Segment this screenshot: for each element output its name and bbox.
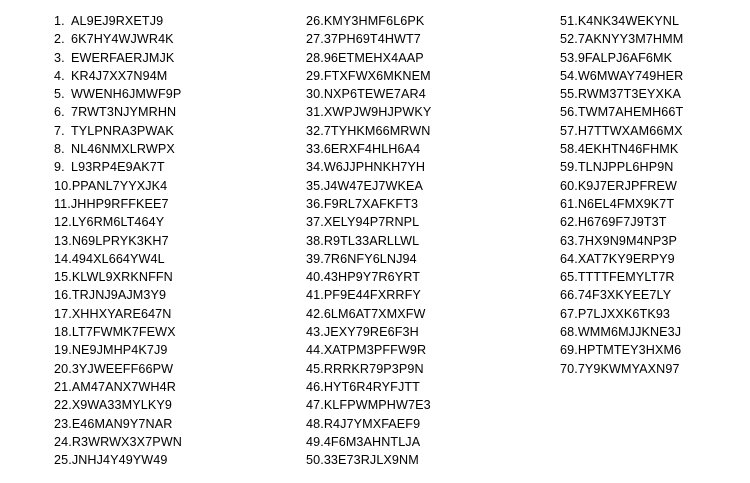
code-list-item <box>560 232 683 250</box>
item-number: 46. <box>306 379 324 394</box>
code-list-item <box>560 85 683 103</box>
item-number: 41. <box>306 288 324 303</box>
item-number: 32. <box>306 123 324 138</box>
item-code: W6JJPHNKH7YH <box>323 160 426 175</box>
item-number: 24. <box>54 434 72 449</box>
item-number: 64. <box>560 251 578 266</box>
item-number: 53. <box>560 50 578 65</box>
code-list-item <box>560 268 683 286</box>
item-number: 3. <box>54 50 65 65</box>
item-number: 65. <box>560 270 578 285</box>
item-number: 42. <box>306 306 324 321</box>
item-code: KMY3HMF6L6PK <box>323 14 425 28</box>
item-number: 62. <box>560 215 578 230</box>
code-list-item <box>54 305 182 323</box>
code-list-item <box>560 140 683 158</box>
code-list-item <box>54 122 182 140</box>
item-code: JEXY79RE6F3H <box>323 325 419 340</box>
item-code: R3WRWX3X7PWN <box>71 434 182 449</box>
code-list-item <box>306 323 431 341</box>
item-number: 5. <box>54 87 65 102</box>
code-list-item <box>306 122 431 140</box>
item-number: 45. <box>306 361 324 376</box>
code-list-item <box>306 268 431 286</box>
code-list-item <box>54 177 182 195</box>
item-number: 35. <box>306 178 324 193</box>
item-code: 7Y9KWMYAXN97 <box>577 361 680 376</box>
item-number: 38. <box>306 233 324 248</box>
code-list-item <box>54 250 182 268</box>
item-code: NXP6TEWE7AR4 <box>323 87 426 102</box>
item-code: 7TYHKM66MRWN <box>323 123 431 138</box>
item-code: FTXFWX6MKNEM <box>323 68 431 83</box>
item-number: 25. <box>54 453 72 468</box>
item-code: 7AKNYY3M7HMM <box>577 32 684 47</box>
item-code: 6K7HY4WJWR4K <box>71 32 174 47</box>
item-code: 6LM6AT7XMXFW <box>323 306 426 321</box>
code-list-item <box>54 30 182 48</box>
code-list-item <box>560 158 683 176</box>
item-code: TWM7AHEMH66T <box>577 105 684 120</box>
item-number: 43. <box>306 325 324 340</box>
item-code: KLFPWMPHW7E3 <box>323 398 431 413</box>
code-list-item <box>560 122 683 140</box>
code-list-item <box>306 30 431 48</box>
item-number: 61. <box>560 196 578 211</box>
item-number: 6. <box>54 105 65 120</box>
item-number: 36. <box>306 196 324 211</box>
item-code: AM47ANX7WH4R <box>71 379 176 394</box>
code-list-item <box>54 378 182 396</box>
item-code: F9RL7XAFKFT3 <box>323 196 419 211</box>
item-code: L93RP4E9AK7T <box>71 160 165 175</box>
code-list-item <box>54 213 182 231</box>
item-number: 17. <box>54 306 72 321</box>
code-list-item <box>560 250 683 268</box>
code-list-item <box>54 360 182 378</box>
item-number: 14. <box>54 251 72 266</box>
item-number: 21. <box>54 379 72 394</box>
item-number: 51. <box>560 14 578 28</box>
item-code: TRJNJ9AJM3Y9 <box>71 288 167 303</box>
code-list-item <box>54 415 182 433</box>
code-list-item <box>54 323 182 341</box>
code-list-item <box>306 85 431 103</box>
code-list-item <box>54 268 182 286</box>
code-list-item <box>306 195 431 213</box>
code-list-item <box>54 286 182 304</box>
item-code: 33E73RJLX9NM <box>323 453 419 468</box>
code-list-item <box>306 415 431 433</box>
code-list-item <box>306 103 431 121</box>
item-number: 16. <box>54 288 72 303</box>
item-number: 18. <box>54 325 72 340</box>
item-number: 27. <box>306 32 324 47</box>
item-number: 58. <box>560 142 578 157</box>
code-list-item <box>560 103 683 121</box>
item-code: R9TL33ARLLWL <box>323 233 420 248</box>
item-code: XWPJW9HJPWKY <box>323 105 432 120</box>
item-code: K9J7ERJPFREW <box>577 178 677 193</box>
code-list-item <box>306 341 431 359</box>
item-code: E46MAN9Y7NAR <box>71 416 173 431</box>
code-list-item <box>306 396 431 414</box>
code-list-item <box>306 67 431 85</box>
code-list-item <box>560 286 683 304</box>
code-list-item <box>54 49 182 67</box>
code-list-item <box>54 195 182 213</box>
item-code: TTTTFEMYLT7R <box>577 270 675 285</box>
code-list-item <box>54 140 182 158</box>
item-number: 48. <box>306 416 324 431</box>
item-code: 4EKHTN46FHMK <box>577 142 679 157</box>
item-code: K4NK34WEKYNL <box>577 14 680 28</box>
code-list-item <box>560 49 683 67</box>
code-list-item <box>306 286 431 304</box>
code-list-item <box>54 232 182 250</box>
item-number: 40. <box>306 270 324 285</box>
item-number: 47. <box>306 398 324 413</box>
item-number: 20. <box>54 361 72 376</box>
code-list-item <box>54 158 182 176</box>
item-code: X9WA33MYLKY9 <box>71 398 172 413</box>
code-list-item <box>560 305 683 323</box>
code-list-item <box>560 360 683 378</box>
code-list-item <box>54 451 182 469</box>
item-code: XELY94P7RNPL <box>323 215 420 230</box>
code-list-item <box>306 433 431 451</box>
code-column-2 <box>306 12 431 469</box>
item-code: 74F3XKYEE7LY <box>577 288 672 303</box>
item-number: 59. <box>560 160 578 175</box>
code-list-item <box>560 341 683 359</box>
code-list-item <box>306 232 431 250</box>
code-list-item <box>306 360 431 378</box>
code-list-item <box>54 67 182 85</box>
item-code: XHHXYARE647N <box>71 306 172 321</box>
code-list-item <box>54 12 182 30</box>
item-code: LY6RM6LT464Y <box>71 215 165 230</box>
item-number: 57. <box>560 123 578 138</box>
item-number: 23. <box>54 416 72 431</box>
item-code: EWERFAERJMJK <box>71 50 175 65</box>
code-list-item <box>306 49 431 67</box>
code-list-item <box>306 140 431 158</box>
item-code: J4W47EJ7WKEA <box>323 178 423 193</box>
item-number: 44. <box>306 343 324 358</box>
item-code: 7RWT3NJYMRHN <box>71 105 177 120</box>
item-number: 11. <box>54 196 71 211</box>
item-code: AL9EJ9RXETJ9 <box>71 14 164 28</box>
item-number: 52. <box>560 32 578 47</box>
item-code: 6ERXF4HLH6A4 <box>323 142 421 157</box>
item-number: 28. <box>306 50 324 65</box>
item-code: 9FALPJ6AF6MK <box>577 50 673 65</box>
item-code: WMM6MJJKNE3J <box>577 325 682 340</box>
item-code: XAT7KY9ERPY9 <box>577 251 675 266</box>
item-number: 8. <box>54 142 65 157</box>
item-code: H7TTWXAM66MX <box>577 123 683 138</box>
code-list-item <box>306 378 431 396</box>
item-code: HYT6R4RYFJTT <box>323 379 420 394</box>
code-list-item <box>54 433 182 451</box>
item-number: 56. <box>560 105 578 120</box>
code-list-item <box>560 195 683 213</box>
code-list-item <box>54 103 182 121</box>
item-number: 13. <box>54 233 72 248</box>
item-code: NE9JMHP4K7J9 <box>71 343 168 358</box>
item-number: 63. <box>560 233 578 248</box>
item-number: 30. <box>306 87 324 102</box>
item-code: 4F6M3AHNTLJA <box>323 434 421 449</box>
item-code: NL46NMXLRWPX <box>71 142 175 157</box>
item-number: 39. <box>306 251 324 266</box>
code-list-item <box>560 177 683 195</box>
item-number: 49. <box>306 434 324 449</box>
code-list-item <box>306 12 431 30</box>
item-code: TLNJPPL6HP9N <box>577 160 674 175</box>
item-code: KLWL9XRKNFFN <box>71 270 173 285</box>
item-code: PPANL7YYXJK4 <box>71 178 168 193</box>
item-code: XATPM3PFFW9R <box>323 343 427 358</box>
item-code: JNHJ4Y49YW49 <box>71 453 168 468</box>
item-code: 96ETMEHX4AAP <box>323 50 424 65</box>
item-number: 12. <box>54 215 72 230</box>
item-code: WWENH6JMWF9P <box>71 87 182 102</box>
item-code: R4J7YMXFAEF9 <box>323 416 421 431</box>
item-code: HPTMTEY3HXM6 <box>577 343 682 358</box>
item-code: 7HX9N9M4NP3P <box>577 233 678 248</box>
item-number: 37. <box>306 215 324 230</box>
code-list-item <box>306 213 431 231</box>
item-code: 3YJWEEFF66PW <box>71 361 174 376</box>
code-list-item <box>54 341 182 359</box>
code-column-1 <box>54 12 182 469</box>
item-code: P7LJXXK6TK93 <box>577 306 671 321</box>
code-list-item <box>560 30 683 48</box>
code-list-item <box>306 177 431 195</box>
item-number: 50. <box>306 453 324 468</box>
item-number: 70. <box>560 361 578 376</box>
item-number: 54. <box>560 68 578 83</box>
item-number: 19. <box>54 343 72 358</box>
item-number: 9. <box>54 160 65 175</box>
item-code: KR4J7XX7N94M <box>71 68 168 83</box>
item-code: H6769F7J9T3T <box>577 215 667 230</box>
item-code: JHHP9RFFKEE7 <box>70 196 169 211</box>
item-code: 7R6NFY6LNJ94 <box>323 251 417 266</box>
item-number: 31. <box>306 105 324 120</box>
item-number: 2. <box>54 32 65 47</box>
code-list-item <box>306 451 431 469</box>
item-number: 7. <box>54 123 65 138</box>
item-code: N69LPRYK3KH7 <box>71 233 169 248</box>
item-code: RWM37T3EYXKA <box>577 87 681 102</box>
item-number: 1. <box>54 14 65 28</box>
code-list-item <box>560 67 683 85</box>
code-list-item <box>54 396 182 414</box>
item-number: 34. <box>306 160 324 175</box>
item-code: W6MWAY749HER <box>577 68 684 83</box>
item-code: 494XL664YW4L <box>71 251 165 266</box>
item-number: 10. <box>54 178 72 193</box>
item-number: 66. <box>560 288 578 303</box>
item-number: 67. <box>560 306 578 321</box>
item-number: 55. <box>560 87 578 102</box>
code-list-item <box>54 85 182 103</box>
item-code: TYLPNRA3PWAK <box>71 123 174 138</box>
code-list-item <box>306 250 431 268</box>
code-list-item <box>560 323 683 341</box>
code-column-3 <box>560 12 683 378</box>
item-number: 29. <box>306 68 324 83</box>
item-code: 37PH69T4HWT7 <box>323 32 421 47</box>
item-number: 26. <box>306 14 324 28</box>
code-list-item <box>306 158 431 176</box>
item-code: 43HP9Y7R6YRT <box>323 270 420 285</box>
item-number: 68. <box>560 325 578 340</box>
code-list-item <box>560 12 683 30</box>
code-list-item <box>560 213 683 231</box>
item-code: LT7FWMK7FEWX <box>71 325 176 340</box>
item-number: 60. <box>560 178 578 193</box>
item-number: 33. <box>306 142 324 157</box>
item-number: 22. <box>54 398 72 413</box>
item-number: 69. <box>560 343 578 358</box>
item-number: 4. <box>54 68 65 83</box>
item-number: 15. <box>54 270 72 285</box>
item-code: PF9E44FXRRFY <box>323 288 421 303</box>
item-code: RRRKR79P3P9N <box>323 361 424 376</box>
item-code: N6EL4FMX9K7T <box>577 196 675 211</box>
code-list-item <box>306 305 431 323</box>
